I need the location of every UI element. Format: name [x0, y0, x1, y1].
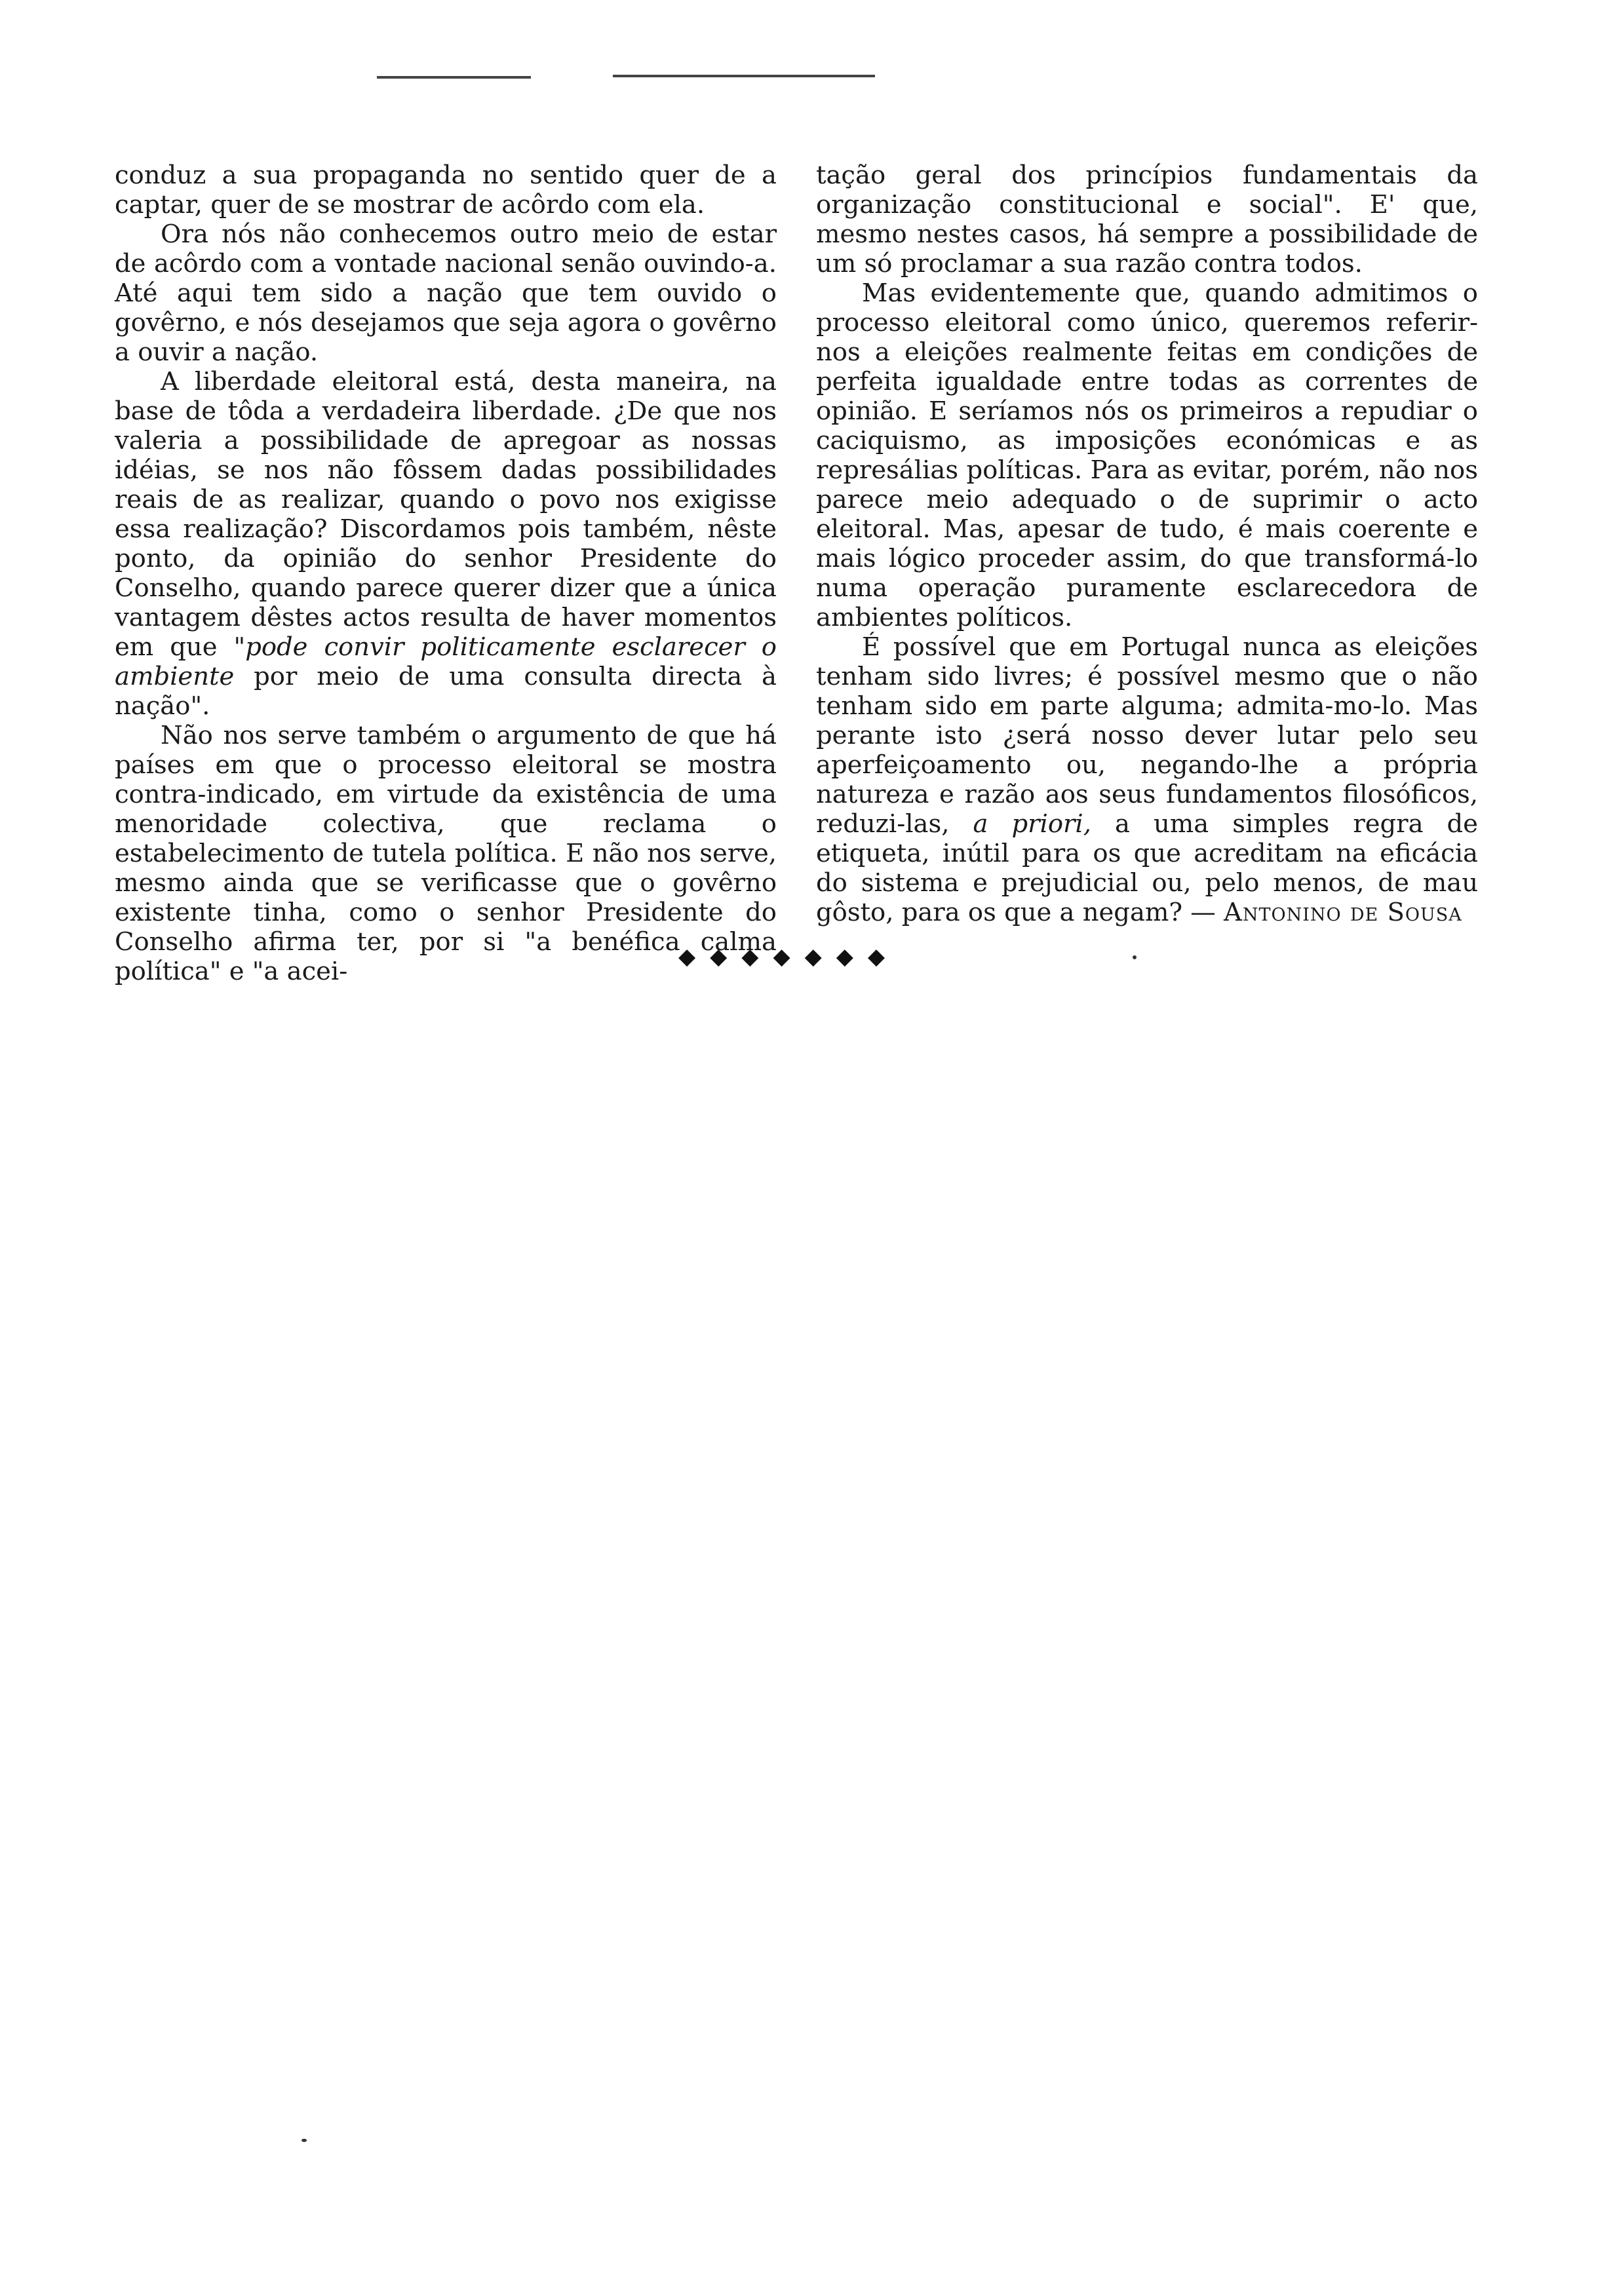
paragraph: Não nos serve também o argumento de que há países em que o processo eleitoral se mostra contra-indicado, em virtude da existência de uma menoridade colectiva, que reclama o estabelecimento de tutela política. E não nos serve, mesmo ainda que se verificasse que o govêrno existente tinha, como o senhor Presidente do Conselho afirma ter, por si "a benéfica calma política" e "a acei- [115, 721, 777, 986]
paragraph: A liberdade eleitoral está, desta maneira, na base de tôda a verdadeira liberdade. ¿De que nos valeria a possibilidade de apregoar as nossas idéias, se nos não fôssem dadas possibilidades reais de as realizar, quando o povo nos exigisse essa realização? Discordamos pois também, nêste ponto, da opinião do senhor Presidente do Conselho, quando parece querer dizer que a única vantagem dêstes actos resulta de haver momentos em que "pode convir politicamente esclarecer o ambiente por meio de uma consulta directa à nação". [115, 367, 777, 721]
section-ornament: ◆◆◆◆◆◆◆ [678, 944, 900, 970]
paragraph: Ora nós não conhecemos outro meio de estar de acôrdo com a vontade nacional senão ouvindo-a. Até aqui tem sido a nação que tem ouvido o govêrno, e nós desejamos que seja agora o govêrno a ouvir a nação. [115, 220, 777, 367]
paragraph: conduz a sua propaganda no sentido quer de a captar, quer de se mostrar de acôrdo com ela. [115, 161, 777, 220]
author-signature: Antonino de Sousa [1224, 898, 1462, 927]
left-column [115, 161, 777, 986]
italic-phrase: a priori, [973, 809, 1091, 839]
header-rule-right [613, 75, 875, 77]
paragraph: É possível que em Portugal nunca as eleições tenham sido livres; é possível mesmo que o não tenham sido em parte alguma; admita-mo-lo. Mas perante isto ¿será nosso dever lutar pelo seu aperfeiçoamento ou, negando-lhe a própria natureza e razão aos seus fundamentos filosóficos, reduzi-las, a priori, a uma simples regra de etiqueta, inútil para os que acreditam na eficácia do sistema e prejudicial ou, pelo menos, de mau gôsto, para os que a negam? — Antonino de Sousa [816, 632, 1478, 927]
scan-speck [302, 2139, 307, 2142]
header-rule-left [377, 76, 531, 79]
scan-speck [1133, 955, 1137, 959]
italic-quote: "pode convir politicamente esclarecer o ambiente [115, 632, 777, 691]
paragraph: tação geral dos princípios fundamentais da organização constitucional e social". E' que, mesmo nestes casos, há sempre a possibilidade de um só proclamar a sua razão contra todos. [816, 161, 1478, 278]
right-column [816, 161, 1478, 927]
paragraph: Mas evidentemente que, quando admitimos o processo eleitoral como único, queremos referir-nos a eleições realmente feitas em condições de perfeita igualdade entre todas as correntes de opinião. E seríamos nós os primeiros a repudiar o caciquismo, as imposições económicas e as represálias políticas. Para as evitar, porém, não nos parece meio adequado o de suprimir o acto eleitoral. Mas, apesar de tudo, é mais coerente e mais lógico proceder assim, do que transformá-lo numa operação puramente esclarecedora de ambientes políticos. [816, 278, 1478, 632]
